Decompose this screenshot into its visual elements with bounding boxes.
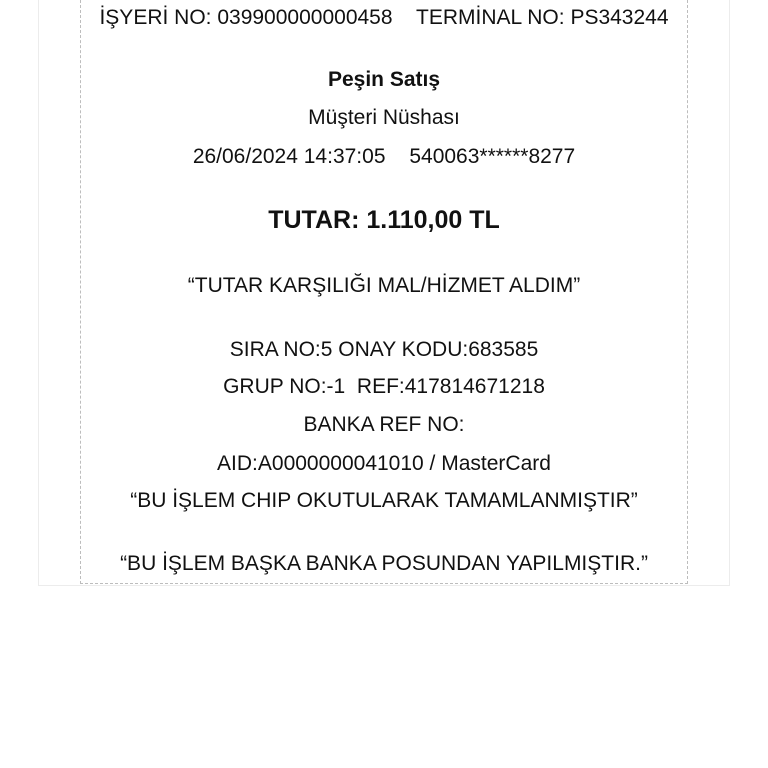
merchant-terminal-line: [0, 4, 768, 32]
masked-card-number: 540063******8277: [409, 145, 576, 168]
bank-ref: BANKA REF NO:: [303, 413, 465, 436]
transaction-type: Peşin Satış: [327, 68, 441, 91]
aid-line: AID:A0000000041010 / MasterCard: [217, 452, 551, 475]
group-ref: GRUP NO:-1 REF:417814671218: [223, 375, 545, 398]
total-amount: TUTAR: 1.110,00 TL: [268, 206, 500, 234]
other-bank-statement: “BU İŞLEM BAŞKA BANKA POSUNDAN YAPILMIŞTIR.”: [120, 552, 648, 575]
terminal-no-label: TERMİNAL NO:: [416, 6, 565, 29]
merchant-no-label: İŞYERİ NO:: [99, 6, 212, 29]
merchant-no: 039900000000458: [217, 6, 393, 29]
chip-statement: “BU İŞLEM CHIP OKUTULARAK TAMAMLANMIŞTIR”: [130, 489, 638, 512]
sequence-approval: SIRA NO:5 ONAY KODU:683585: [229, 338, 539, 361]
goods-statement: “TUTAR KARŞILIĞI MAL/HİZMET ALDIM”: [187, 274, 581, 297]
transaction-datetime: 26/06/2024 14:37:05: [192, 145, 386, 168]
datetime-card-line: [0, 143, 768, 171]
copy-type: Müşteri Nüshası: [308, 106, 460, 129]
terminal-no: PS343244: [570, 6, 669, 29]
